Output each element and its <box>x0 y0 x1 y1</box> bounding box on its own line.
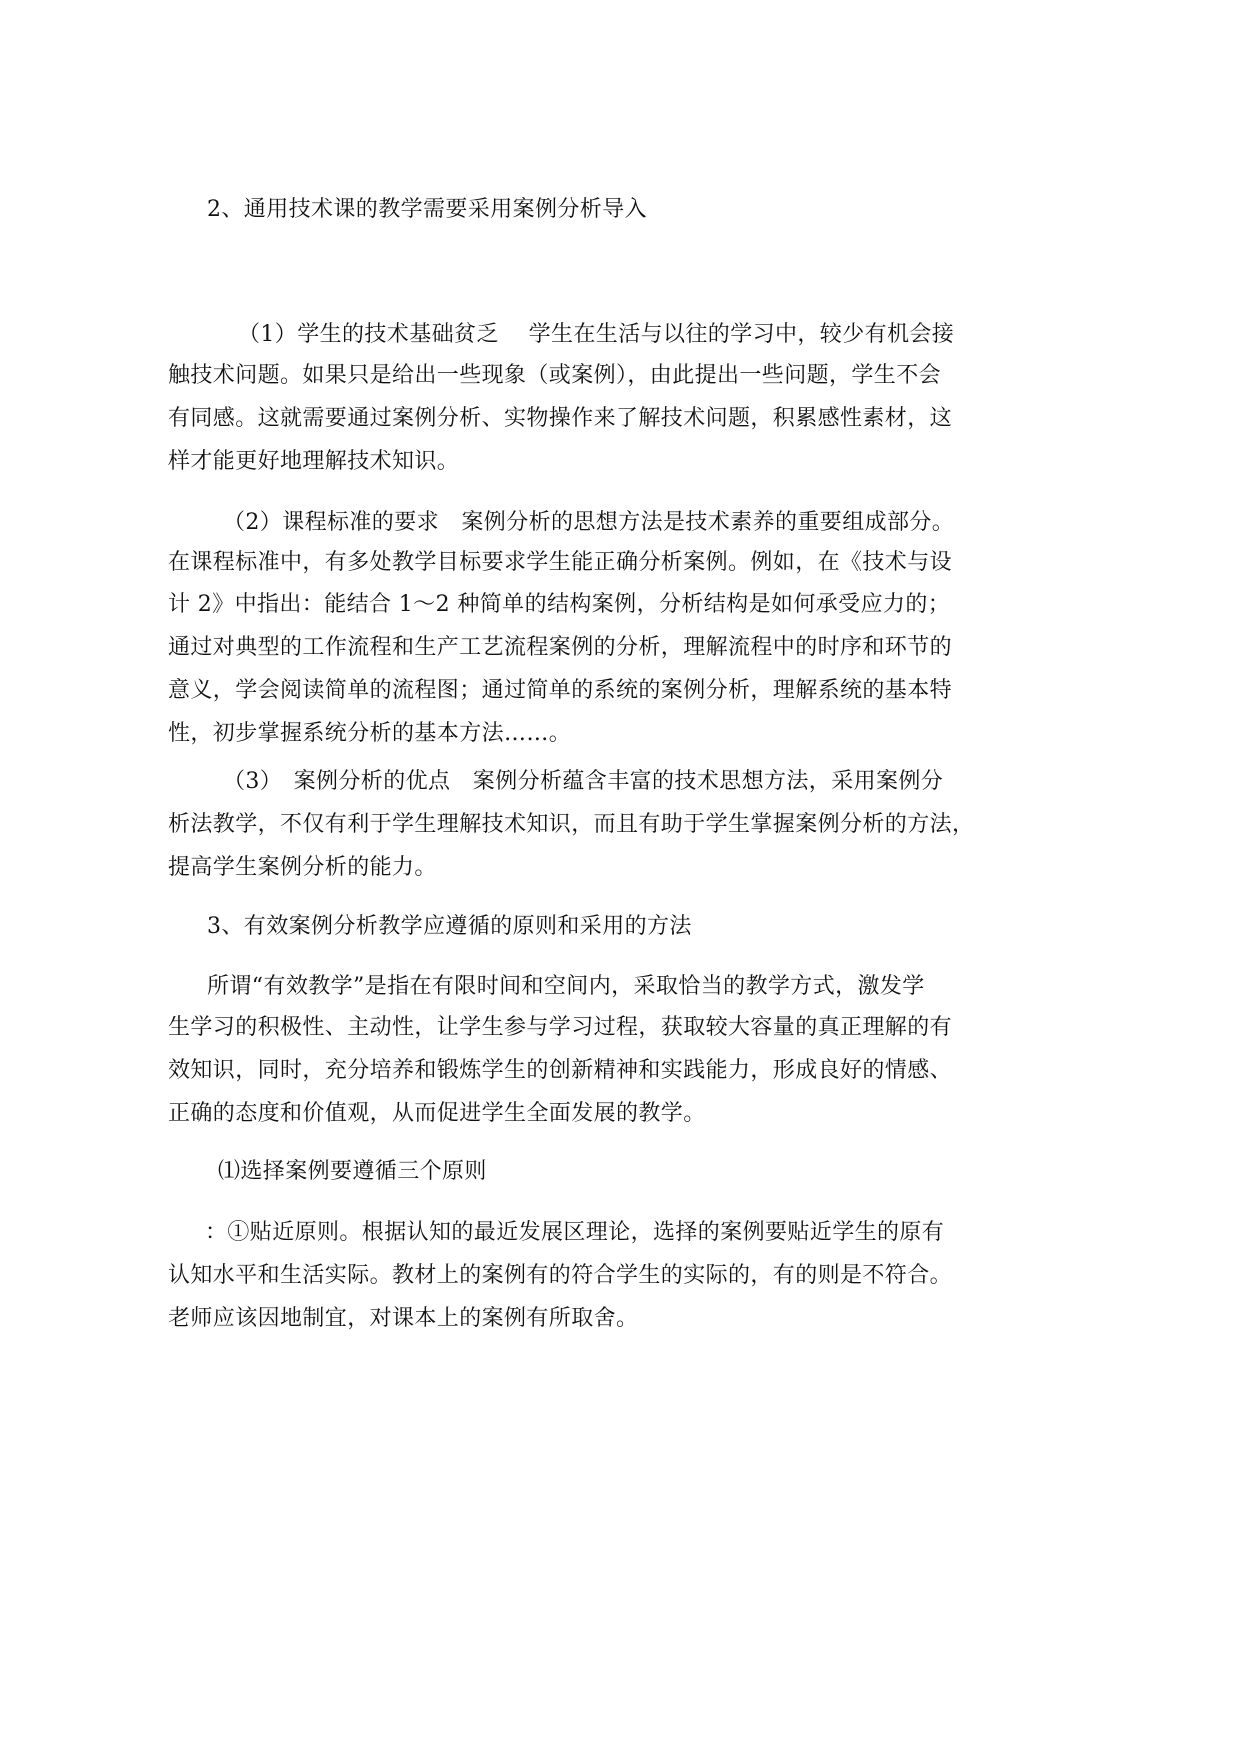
paragraph-2-line-1: （2）课程标准的要求 案例分析的思想方法是技术素养的重要组成部分。 <box>223 510 955 535</box>
subheading-principles: ⑴选择案例要遵循三个原则 <box>218 1159 487 1184</box>
paragraph-4-line-4: 正确的态度和价值观，从而促进学生全面发展的教学。 <box>168 1101 706 1126</box>
section-heading-3: 3、有效案例分析教学应遵循的原则和采用的方法 <box>207 914 692 939</box>
paragraph-4-line-2: 生学习的积极性、主动性，让学生参与学习过程，获取较大容量的真正理解的有 <box>168 1015 953 1040</box>
paragraph-5-line-3: 老师应该因地制宜，对课本上的案例有所取舍。 <box>168 1306 639 1331</box>
paragraph-5-line-2: 认知水平和生活实际。教材上的案例有的符合学生的实际的，有的则是不符合。 <box>168 1263 953 1288</box>
paragraph-5-line-1: ：①贴近原则。根据认知的最近发展区理论，选择的案例要贴近学生的原有 <box>205 1220 945 1245</box>
paragraph-1-line-4: 样才能更好地理解技术知识。 <box>168 449 460 474</box>
paragraph-3-line-3: 提高学生案例分析的能力。 <box>168 855 437 880</box>
paragraph-1-line-3: 有同感。这就需要通过案例分析、实物操作来了解技术问题，积累感性素材，这 <box>168 406 953 431</box>
paragraph-1-line-1: （1）学生的技术基础贫乏 学生在生活与以往的学习中，较少有机会接 <box>238 322 955 347</box>
paragraph-2-line-5: 意义，学会阅读简单的流程图；通过简单的系统的案例分析，理解系统的基本特 <box>168 678 953 703</box>
section-heading-2: 2、通用技术课的教学需要采用案例分析导入 <box>207 197 647 222</box>
paragraph-3-line-1: （3） 案例分析的优点 案例分析蕴含丰富的技术思想方法，采用案例分 <box>223 769 944 794</box>
paragraph-4-line-1: 所谓“有效教学”是指在有限时间和空间内，采取恰当的教学方式，激发学 <box>207 974 925 999</box>
paragraph-3-line-2: 析法教学，不仅有利于学生理解技术知识，而且有助于学生掌握案例分析的方法， <box>168 812 975 837</box>
paragraph-4-line-3: 效知识，同时，充分培养和锻炼学生的创新精神和实践能力，形成良好的情感、 <box>168 1058 953 1083</box>
paragraph-2-line-6: 性，初步掌握系统分析的基本方法……。 <box>168 721 572 746</box>
paragraph-2-line-4: 通过对典型的工作流程和生产工艺流程案例的分析，理解流程中的时序和环节的 <box>168 635 953 660</box>
paragraph-2-line-3: 计 2》中指出：能结合 1～2 种简单的结构案例，分析结构是如何承受应力的； <box>168 592 951 617</box>
paragraph-2-line-2: 在课程标准中，有多处教学目标要求学生能正确分析案例。例如，在《技术与设 <box>168 550 953 575</box>
paragraph-1-line-2: 触技术问题。如果只是给出一些现象（或案例），由此提出一些问题，学生不会 <box>168 363 942 388</box>
